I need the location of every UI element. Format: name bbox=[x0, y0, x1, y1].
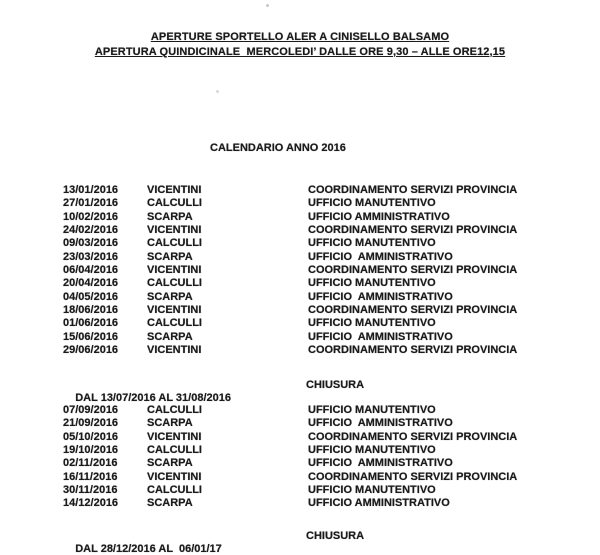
table-row bbox=[63, 444, 600, 457]
table-row bbox=[63, 331, 600, 344]
table-row bbox=[63, 251, 600, 264]
office-label: UFFICIO MANUTENTIVO bbox=[308, 483, 436, 496]
office-label: UFFICIO MANUTENTIVO bbox=[308, 237, 436, 250]
duty-officer-name: VICENTINI bbox=[147, 430, 202, 443]
office-label: UFFICIO MANUTENTIVO bbox=[308, 404, 436, 416]
session-date: 02/11/2016 bbox=[63, 457, 118, 470]
notice-title-line1: APERTURE SPORTELLO ALER A CINISELLO BALSAMO bbox=[150, 31, 450, 43]
duty-officer-name: VICENTINI bbox=[147, 303, 202, 316]
duty-officer-name: SCARPA bbox=[147, 210, 193, 223]
notice-header bbox=[0, 30, 600, 59]
office-label: UFFICIO AMMINISTRATIVO bbox=[308, 210, 450, 223]
schedule-table-first-half bbox=[63, 184, 600, 357]
office-label: UFFICIO MANUTENTIVO bbox=[308, 443, 436, 456]
duty-officer-name: VICENTINI bbox=[147, 184, 202, 196]
session-date: 06/04/2016 bbox=[63, 263, 119, 276]
table-row bbox=[63, 457, 600, 470]
office-label: UFFICIO MANUTENTIVO bbox=[308, 277, 436, 290]
duty-officer-name: SCARPA bbox=[147, 330, 193, 343]
duty-officer-name: CALCULLI bbox=[147, 317, 202, 330]
notice-title-line2: APERTURA QUINDICINALE MERCOLEDI’ DALLE ORE 9,30 – ALLE ORE12,15 bbox=[94, 45, 506, 58]
duty-officer-name: VICENTINI bbox=[147, 470, 202, 483]
session-date: 20/04/2016 bbox=[63, 277, 119, 290]
closure-status: CHIUSURA bbox=[306, 530, 365, 542]
duty-officer-name: SCARPA bbox=[147, 497, 193, 510]
duty-officer-name: SCARPA bbox=[147, 457, 193, 470]
duty-officer-name: CALCULLI bbox=[147, 404, 202, 416]
table-row bbox=[63, 344, 600, 357]
duty-officer-name: SCARPA bbox=[147, 417, 193, 430]
closure-period: DAL 28/12/2016 AL 06/01/17 bbox=[75, 543, 222, 555]
office-label: COORDINAMENTO SERVIZI PROVINCIA bbox=[308, 430, 518, 443]
table-row bbox=[63, 304, 600, 317]
scan-artifact-dot bbox=[266, 4, 269, 7]
duty-officer-name: SCARPA bbox=[147, 290, 193, 303]
office-label: UFFICIO AMMINISTRATIVO bbox=[308, 497, 450, 510]
session-date: 18/06/2016 bbox=[63, 303, 119, 316]
session-date: 13/01/2016 bbox=[63, 184, 119, 196]
office-label: UFFICIO AMMINISTRATIVO bbox=[308, 250, 453, 263]
office-label: UFFICIO AMMINISTRATIVO bbox=[308, 417, 453, 430]
office-label: COORDINAMENTO SERVIZI PROVINCIA bbox=[308, 184, 518, 196]
session-date: 30/11/2016 bbox=[63, 483, 118, 496]
session-date: 07/09/2016 bbox=[63, 404, 119, 416]
session-date: 27/01/2016 bbox=[63, 197, 119, 210]
scan-artifact-dot bbox=[216, 90, 219, 93]
session-date: 04/05/2016 bbox=[63, 290, 119, 303]
duty-officer-name: CALCULLI bbox=[147, 237, 202, 250]
office-label: UFFICIO AMMINISTRATIVO bbox=[308, 330, 453, 343]
winter-closure-line bbox=[63, 530, 600, 555]
table-row bbox=[63, 417, 600, 430]
session-date: 10/02/2016 bbox=[63, 210, 119, 223]
office-label: UFFICIO AMMINISTRATIVO bbox=[308, 290, 453, 303]
table-row bbox=[63, 404, 600, 417]
session-date: 15/06/2016 bbox=[63, 330, 119, 343]
session-date: 05/10/2016 bbox=[63, 430, 119, 443]
table-row bbox=[63, 431, 600, 444]
session-date: 09/03/2016 bbox=[63, 237, 119, 250]
table-row bbox=[63, 484, 600, 497]
table-row bbox=[63, 264, 600, 277]
session-date: 24/02/2016 bbox=[63, 223, 119, 236]
table-row bbox=[63, 224, 600, 237]
session-date: 21/09/2016 bbox=[63, 417, 119, 430]
session-date: 14/12/2016 bbox=[63, 497, 119, 510]
office-label: COORDINAMENTO SERVIZI PROVINCIA bbox=[308, 343, 518, 356]
office-label: COORDINAMENTO SERVIZI PROVINCIA bbox=[308, 470, 518, 483]
office-label: COORDINAMENTO SERVIZI PROVINCIA bbox=[308, 263, 518, 276]
table-row bbox=[63, 317, 600, 330]
duty-officer-name: VICENTINI bbox=[147, 343, 202, 356]
session-date: 23/03/2016 bbox=[63, 250, 119, 263]
table-row bbox=[63, 291, 600, 304]
table-row bbox=[63, 211, 600, 224]
session-date: 16/11/2016 bbox=[63, 470, 118, 483]
office-label: UFFICIO MANUTENTIVO bbox=[308, 317, 436, 330]
duty-officer-name: VICENTINI bbox=[147, 263, 202, 276]
closure-status: CHIUSURA bbox=[306, 379, 365, 391]
duty-officer-name: SCARPA bbox=[147, 250, 193, 263]
office-label: COORDINAMENTO SERVIZI PROVINCIA bbox=[308, 223, 518, 236]
office-label: COORDINAMENTO SERVIZI PROVINCIA bbox=[308, 303, 518, 316]
table-row bbox=[63, 197, 600, 210]
table-row bbox=[63, 277, 600, 290]
duty-officer-name: CALCULLI bbox=[147, 443, 202, 456]
duty-officer-name: VICENTINI bbox=[147, 223, 202, 236]
table-row bbox=[63, 237, 600, 250]
duty-officer-name: CALCULLI bbox=[147, 277, 202, 290]
duty-officer-name: CALCULLI bbox=[147, 483, 202, 496]
office-label: UFFICIO AMMINISTRATIVO bbox=[308, 457, 453, 470]
session-date: 01/06/2016 bbox=[63, 317, 119, 330]
duty-officer-name: CALCULLI bbox=[147, 197, 202, 210]
table-row bbox=[63, 471, 600, 484]
table-row bbox=[63, 184, 600, 197]
closure-period: DAL 13/07/2016 AL 31/08/2016 bbox=[75, 392, 231, 404]
session-date: 19/10/2016 bbox=[63, 443, 119, 456]
calendar-year-title: CALENDARIO ANNO 2016 bbox=[210, 142, 346, 154]
session-date: 29/06/2016 bbox=[63, 343, 119, 356]
table-row bbox=[63, 497, 600, 510]
office-label: UFFICIO MANUTENTIVO bbox=[308, 197, 436, 210]
schedule-table-second-half bbox=[63, 404, 600, 511]
